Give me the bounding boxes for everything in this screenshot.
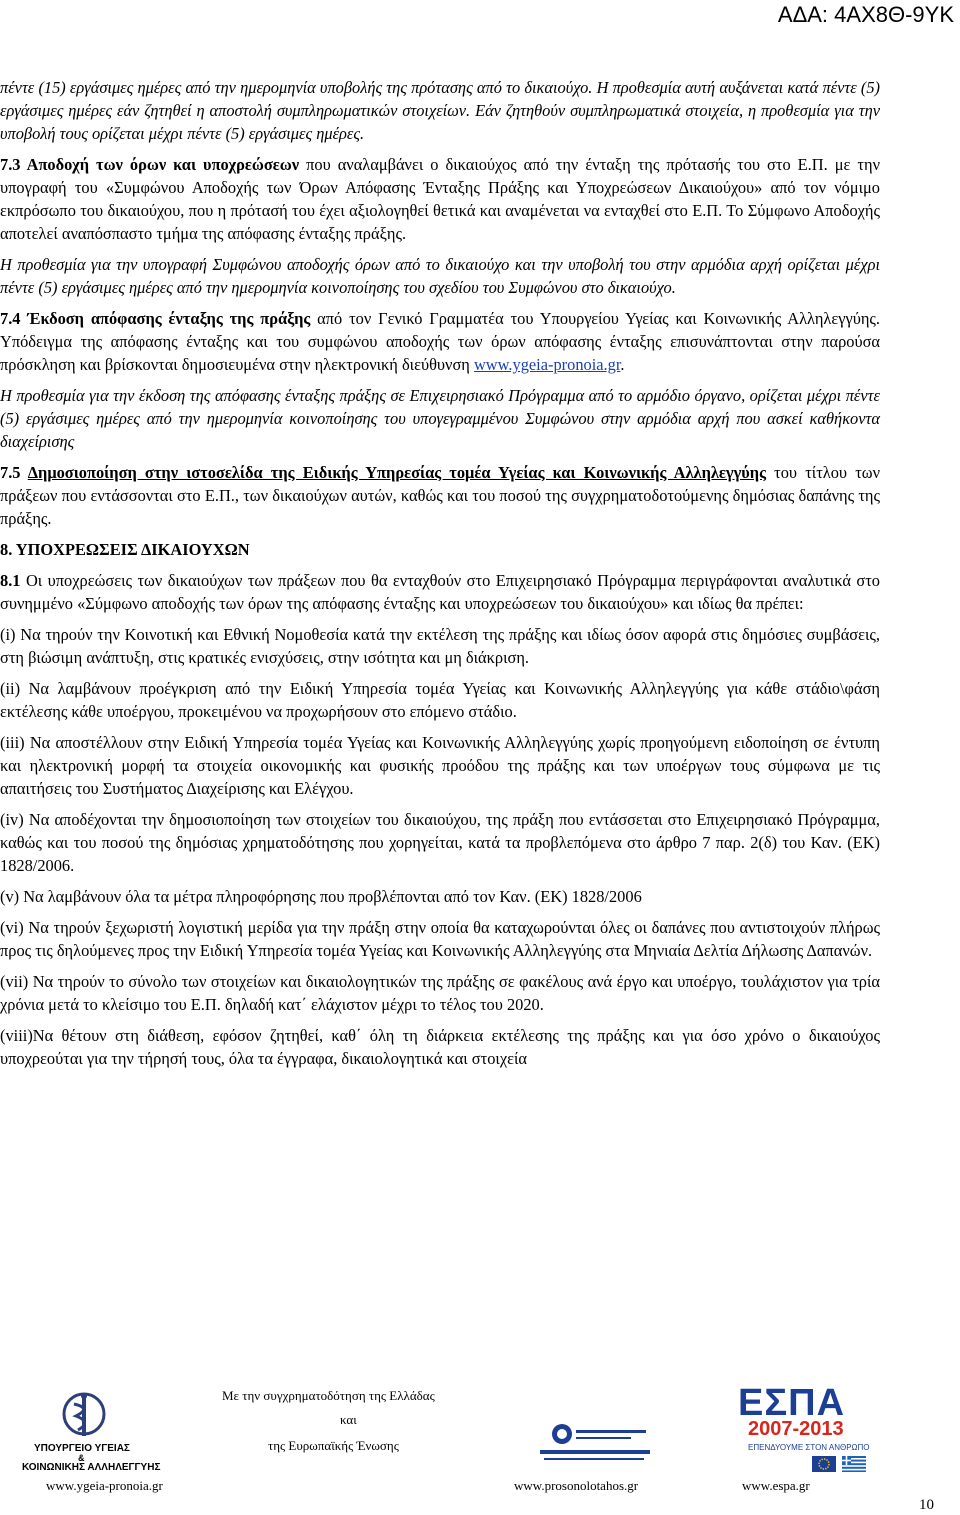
obligation-viii: (viii)Να θέτουν στη διάθεση, εφόσον ζητηθεί, καθ΄ όλη τη διάρκεια εκτέλεσης της πράξης και για όσο χρόνο ο δικαιούχος υποχρεούται για την τήρησή τους, όλα τα έγγραφα, δικαιολογητικά και στοιχεία (0, 1026, 880, 1068)
prosonolotahos-logo-icon (540, 1418, 650, 1466)
ministry-emblem-icon (44, 1392, 124, 1440)
ministry-name-line2: ΚΟΙΝΩΝΙΚΗΣ ΑΛΛΗΛΕΓΓΥΗΣ (22, 1462, 161, 1473)
obligation-vii: (vii) Να τηρούν το σύνολο των στοιχείων και δικαιολογητικών της πράξης σε φακέλους ανά έργο και υποέργο, τουλάχιστον για τρία χρόνια μετά το κλείσιμο του Ε.Π. δηλαδή κατ΄ ελάχιστον μέχρι το τέλος του 2020. (0, 972, 880, 1014)
greek-flag-icon (842, 1456, 866, 1472)
ministry-name-amp: & (78, 1453, 85, 1463)
section-7-4-heading: 7.4 Έκδοση απόφασης ένταξης της πράξης (0, 309, 311, 328)
footer-link-ygeia[interactable]: www.ygeia-pronoia.gr (46, 1478, 163, 1493)
ygeia-pronoia-link[interactable]: www.ygeia-pronoia.gr (473, 355, 621, 374)
section-7-5-heading: Δημοσιοποίηση στην ιστοσελίδα της Ειδικής Υπηρεσίας τομέα Υγείας και Κοινωνικής Αλληλεγγύης (27, 463, 766, 482)
obligation-vi: (vi) Να τηρούν ξεχωριστή λογιστική μερίδα για την πράξη στην οποία θα καταχωρούνται όλες οι δαπάνες που αντιστοιχούν πλήρως προς τις δηλούμενες προς την Ειδική Υπηρεσία τομέα Υγείας και Κοινωνικής Αλληλεγγύης στα Μηνιαία Δελτία Δήλωσης Δαπανών. (0, 918, 880, 960)
cofund-line2: και (340, 1412, 357, 1427)
section-7-5-text: του τίτλου των πράξεων που εντάσσονται στο Ε.Π., των δικαιούχων αυτών, καθώς και του ποσού της συγχρηματοδοτούμενης δημόσιας δαπάνης της πράξης. (0, 463, 880, 528)
section-8-1 (0, 569, 880, 615)
footer-link-prosonolotahos[interactable]: www.prosonolotahos.gr (514, 1478, 639, 1493)
section-8-heading: 8. ΥΠΟΧΡΕΩΣΕΙΣ ΔΙΚΑΙΟΥΧΩΝ (0, 540, 250, 559)
espa-logo-text: ΕΣΠΑ (738, 1382, 846, 1424)
cofund-line1: Με την συγχρηματοδότηση της Ελλάδας (222, 1388, 435, 1403)
document-body (0, 76, 880, 1078)
section-7-3-deadline: Η προθεσμία για την υπογραφή Συμφώνου αποδοχής όρων από το δικαιούχο και την υποβολή του στην αρμόδια αρχή ορίζεται μέχρι πέντε (5) εργάσιμες ημέρες από την ημερομηνία κοινοποίησης του σχεδίου του Συμφώνου στο δικαιούχο. (0, 255, 880, 297)
section-7-4-text: από τον Γενικό Γραμματέα του Υπουργείου Υγείας και Κοινωνικής Αλληλεγγύης. Υπόδειγμα της απόφασης ένταξης και του συμφώνου αποδοχής των όρων απόφασης ένταξης επισυνάπτονται στην παρούσα πρόσκληση και βρίσκονται δημοσιευμένα στην ηλεκτρονική διεύθυνση (0, 309, 880, 374)
section-7-3-heading: 7.3 Αποδοχή των όρων και υποχρεώσεων (0, 155, 300, 174)
obligation-iv: (iv) Να αποδέχονται την δημοσιοποίηση των στοιχείων του δικαιούχου, της πράξη που εντάσσεται στο Επιχειρησιακό Πρόγραμμα, καθώς και του ποσού της δημόσιας χρηματοδότησης που χορηγείται, κατά τα προβλεπόμενα στο άρθρο 7 παρ. 2(δ) του Καν. (ΕΚ) 1828/2006. (0, 810, 880, 875)
section-7-4 (0, 307, 880, 376)
section-8-1-number: 8.1 (0, 571, 21, 590)
ministry-name-line1: ΥΠΟΥΡΓΕΙΟ ΥΓΕΙΑΣ (34, 1443, 130, 1454)
espa-slogan: ΕΠΕΝΔΥΟΥΜΕ ΣΤΟΝ ΑΝΘΡΩΠΟ (748, 1443, 870, 1452)
obligation-ii: (ii) Να λαμβάνουν προέγκριση από την Ειδική Υπηρεσία τομέα Υγείας και Κοινωνικής Αλληλεγγύης για κάθε στάδιο\φάση εκτέλεσης κάθε υποέργου, προκειμένου να προχωρήσουν στο επόμενο στάδιο. (0, 679, 880, 721)
cofund-line3: της Ευρωπαϊκής Ένωσης (268, 1438, 399, 1453)
section-7-4-deadline: Η προθεσμία για την έκδοση της απόφασης ένταξης πράξης σε Επιχειρησιακό Πρόγραμμα από το αρμόδιο όργανο, ορίζεται μέχρι πέντε (5) εργάσιμες ημέρες από την ημερομηνία κοινοποίησης του υπογεγραμμένου Συμφώνου στην αρμόδια αρχή που ασκεί καθήκοντα διαχείρισης (0, 386, 880, 451)
eu-flag-icon (812, 1456, 836, 1472)
section-7-4-end: . (620, 355, 625, 374)
obligation-i: (i) Να τηρούν την Κοινοτική και Εθνική Νομοθεσία κατά την εκτέλεση της πράξης και ιδίως όσον αφορά στις δημόσιες συμβάσεις, στη βιώσιμη ανάπτυξη, στις κρατικές ενισχύσεις, στην ισότητα και μη διάκριση. (0, 625, 880, 667)
obligation-iii: (iii) Να αποστέλλουν στην Ειδική Υπηρεσία τομέα Υγείας και Κοινωνικής Αλληλεγγύης χωρίς προηγούμενη ειδοποίηση σε έντυπη και ηλεκτρονική μορφή τα στοιχεία οικονομικής και φυσικής προόδου της πράξης και των υποέργων τους σύμφωνα με τις απαιτήσεις του Συστήματος Διαχείρισης και Ελέγχου. (0, 733, 880, 798)
ada-code: ΑΔΑ: 4ΑΧ8Θ-9ΥΚ (777, 2, 954, 27)
paragraph-intro: πέντε (15) εργάσιμες ημέρες από την ημερομηνία υποβολής της πρότασης από το δικαιούχο. Η προθεσμία αυτή αυξάνεται κατά πέντε (5) εργάσιμες ημέρες εάν ζητηθεί η αποστολή συμπληρωματικών στοιχείων. Εάν ζητηθούν συμπληρωματικά στοιχεία, η προθεσμία για την υποβολή τους ορίζεται μέχρι πέντε (5) εργάσιμες ημέρες. (0, 78, 880, 143)
obligation-v: (v) Να λαμβάνουν όλα τα μέτρα πληροφόρησης που προβλέπονται από τον Καν. (ΕΚ) 1828/2006 (0, 887, 642, 906)
section-8-1-text: Οι υποχρεώσεις των δικαιούχων των πράξεων που θα ενταχθούν στο Επιχειρησιακό Πρόγραμμα περιγράφονται αναλυτικά στο συνημμένο «Σύμφωνο αποδοχής των όρων της απόφασης ένταξης και υποχρεώσεων του δικαιούχου» και ιδίως θα πρέπει: (0, 571, 880, 613)
section-7-3 (0, 153, 880, 245)
section-7-5 (0, 461, 880, 530)
espa-years: 2007-2013 (748, 1418, 844, 1440)
page-number: 10 (919, 1497, 934, 1513)
section-7-5-number: 7.5 (0, 463, 28, 482)
footer-link-espa[interactable]: www.espa.gr (742, 1478, 810, 1493)
section-7-3-text: που αναλαμβάνει ο δικαιούχος από την ένταξη της πρότασής του στο Ε.Π. με την υπογραφή του «Συμφώνου Αποδοχής των Όρων Απόφασης Ένταξης Πράξης και Υποχρεώσεων Δικαιούχου» από τον νόμιμο εκπρόσωπο του δικαιούχου, που η πρότασή του έχει αξιολογηθεί θετικά και αναμένεται να ενταχθεί στο Ε.Π. Το Σύμφωνο Αποδοχής αποτελεί αναπόσπαστο τμήμα της απόφασης ένταξης πράξης. (0, 155, 880, 243)
